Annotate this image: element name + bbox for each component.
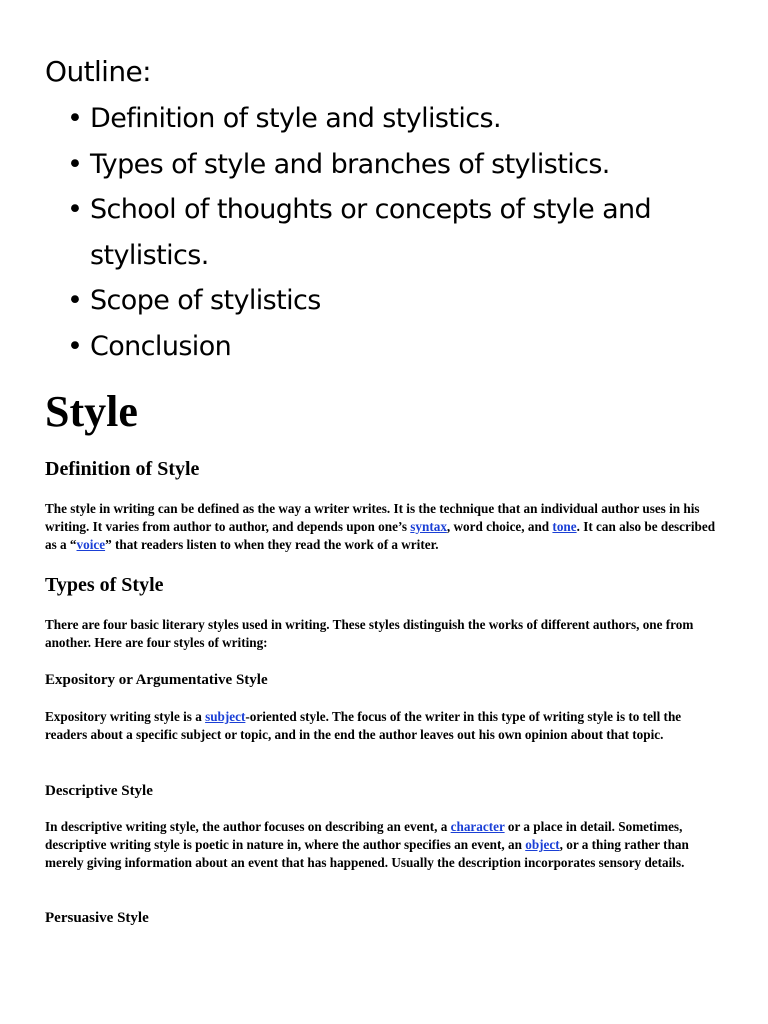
outline-item <box>45 324 735 370</box>
bullet-icon: • <box>67 148 83 180</box>
outline-item <box>45 278 735 324</box>
link-syntax[interactable]: syntax <box>410 519 447 535</box>
outline-item <box>45 142 735 188</box>
outline-item-text: Definition of style and stylistics. <box>90 103 501 134</box>
bullet-icon: • <box>67 194 83 225</box>
outline-item-text: School of thoughts or concepts of style and stylistics. <box>90 194 652 271</box>
heading-descriptive-style: Descriptive Style <box>45 783 153 799</box>
heading-types-of-style: Types of Style <box>45 574 164 596</box>
paragraph-definition: The style in writing can be defined as the way a writer writes. It is the technique that an individual author uses in his writing. It varies from author to author, and depends upon one’s syntax, word choice, and tone. It can also be described as a “voice” that readers listen to when they read the work of a writer. <box>45 501 716 553</box>
link-subject[interactable]: subject <box>205 709 246 724</box>
bullet-icon: • <box>67 103 83 134</box>
heading-expository-style: Expository or Argumentative Style <box>45 672 268 688</box>
outline-item-text: Scope of stylistics <box>90 285 321 316</box>
outline-list <box>45 96 735 369</box>
bullet-icon: • <box>67 330 83 362</box>
link-object[interactable]: object <box>525 837 560 853</box>
paragraph-descriptive: In descriptive writing style, the author focuses on describing an event, a character or a place in detail. Sometimes, descriptive writing style is poetic in nature in, where the author specifies an event, an object, or a thing rather than merely giving information about an event that has happened. Usually the description incorporates sensory details. <box>45 819 689 871</box>
heading-definition-of-style: Definition of Style <box>45 458 200 480</box>
outline-item <box>45 96 735 142</box>
heading-persuasive-style: Persuasive Style <box>45 910 149 926</box>
outline-item-text: Types of style and branches of stylistics. <box>90 148 610 180</box>
section-heading-style: Style <box>45 387 138 436</box>
outline-title: Outline: <box>45 55 151 88</box>
paragraph-expository: Expository writing style is a subject-oriented style. The focus of the writer in this type of writing style is to tell the readers about a specific subject or topic, and in the end the author leaves out his own opinion about that topic. <box>45 709 682 743</box>
link-voice[interactable]: voice <box>76 537 106 553</box>
link-tone[interactable]: tone <box>552 519 577 535</box>
link-character[interactable]: character <box>450 819 505 834</box>
outline-item <box>45 187 735 278</box>
bullet-icon: • <box>67 285 83 316</box>
outline-item-text: Conclusion <box>90 330 232 362</box>
paragraph-types-intro: There are four basic literary styles used in writing. These styles distinguish the works of different authors, one from another. Here are four styles of writing: <box>45 617 694 651</box>
